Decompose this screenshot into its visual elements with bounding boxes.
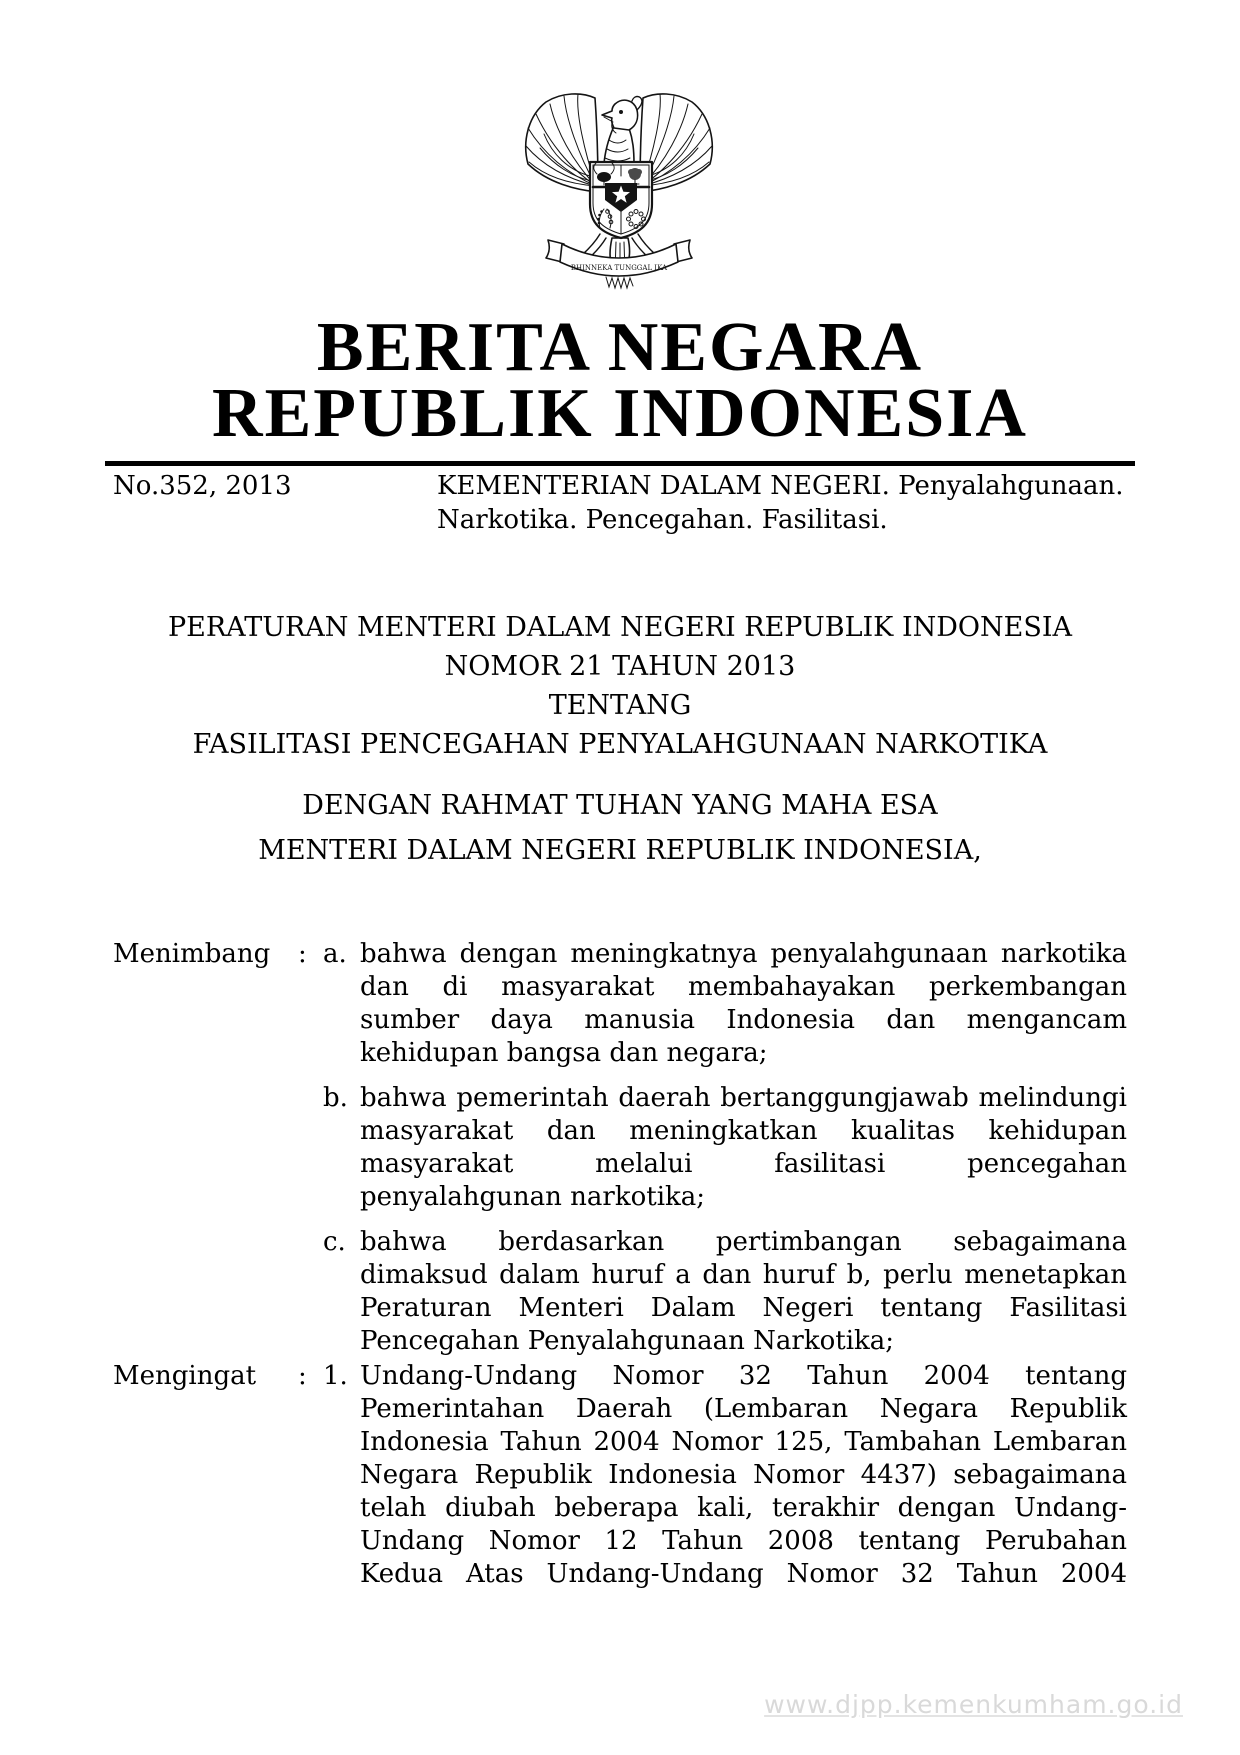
paragraph-line: dan di masyarakat membahayakan perkembangan — [360, 972, 1127, 1002]
paragraph-line: Pencegahan Penyalahgunaan Narkotika; — [360, 1326, 895, 1356]
paragraph-line: Undang Nomor 12 Tahun 2008 tentang Perubahan — [360, 1526, 1127, 1556]
issue-subject — [437, 469, 1133, 537]
menimbang-label: Menimbang — [113, 939, 271, 969]
paragraph-line: bahwa dengan meningkatnya penyalahgunaan narkotika — [360, 939, 1127, 969]
paragraph-line: penyalahgunan narkotika; — [360, 1182, 706, 1212]
menimbang-section — [113, 938, 1127, 1358]
item-marker: 1. — [323, 1361, 348, 1391]
menimbang-item-a — [323, 938, 1127, 1070]
paragraph-line: sumber daya manusia Indonesia dan mengancam — [360, 1005, 1127, 1035]
invocation: DENGAN RAHMAT TUHAN YANG MAHA ESA — [302, 790, 938, 821]
issue-subject-line2: Narkotika. Pencegahan. Fasilitasi. — [437, 505, 888, 535]
paragraph-line: Peraturan Menteri Dalam Negeri tentang Fasilitasi — [360, 1293, 1127, 1323]
paragraph-line: Kedua Atas Undang-Undang Nomor 32 Tahun 2004 — [360, 1559, 1127, 1589]
paragraph-line: Pemerintahan Daerah (Lembaran Negara Republik — [360, 1394, 1127, 1424]
doc-title — [113, 608, 1127, 764]
paragraph-line: telah diubah beberapa kali, terakhir dengan Undang- — [360, 1493, 1127, 1523]
paragraph-line: Indonesia Tahun 2004 Nomor 125, Tambahan Lembaran — [360, 1427, 1127, 1457]
masthead — [0, 309, 1240, 452]
doc-title-line4: FASILITASI PENCEGAHAN PENYALAHGUNAAN NARKOTIKA — [192, 729, 1048, 760]
masthead-title-line1: BERITA NEGARA — [316, 309, 924, 386]
menimbang-colon: : — [298, 939, 307, 969]
mengingat-label: Mengingat — [113, 1361, 257, 1391]
paragraph-line: kehidupan bangsa dan negara; — [360, 1038, 768, 1068]
paragraph-line: bahwa pemerintah daerah bertanggungjawab melindungi — [360, 1083, 1127, 1113]
menimbang-item-c — [323, 1226, 1127, 1358]
mengingat-section — [113, 1360, 1127, 1591]
masthead-title-line2: REPUBLIK INDONESIA — [212, 375, 1028, 452]
doc-title-line2: NOMOR 21 TAHUN 2013 — [444, 651, 796, 682]
issue-number: No.352, 2013 — [113, 471, 292, 501]
issue-subject-line1: KEMENTERIAN DALAM NEGERI. Penyalahgunaan. — [437, 471, 1124, 501]
paragraph-line: masyarakat dan meningkatkan kualitas kehidupan — [360, 1116, 1127, 1146]
paragraph-line: bahwa berdasarkan pertimbangan sebagaimana — [360, 1227, 1127, 1257]
item-marker: c. — [323, 1227, 346, 1257]
masthead-rule — [105, 461, 1135, 466]
menimbang-item-b — [323, 1082, 1127, 1214]
authority-line: MENTERI DALAM NEGERI REPUBLIK INDONESIA, — [258, 835, 982, 866]
doc-title-line1: PERATURAN MENTERI DALAM NEGERI REPUBLIK INDONESIA — [167, 612, 1073, 643]
item-marker: b. — [323, 1083, 348, 1113]
watermark-link[interactable]: www.djpp.kemenkumham.go.id — [764, 1690, 1183, 1719]
paragraph-line: masyarakat melalui fasilitasi pencegahan — [360, 1149, 1127, 1179]
mengingat-colon: : — [298, 1361, 307, 1391]
doc-title-line3: TENTANG — [548, 690, 692, 721]
paragraph-line: Undang-Undang Nomor 32 Tahun 2004 tentang — [360, 1361, 1127, 1391]
issue-row — [113, 469, 1133, 537]
emblem-motto: BHINNEKA TUNGGAL IKA — [570, 264, 668, 272]
mengingat-item-1 — [323, 1360, 1127, 1591]
paragraph-line: Negara Republik Indonesia Nomor 4437) sebagaimana — [360, 1460, 1127, 1490]
item-marker: a. — [323, 939, 347, 969]
paragraph-line: dimaksud dalam huruf a dan huruf b, perlu menetapkan — [360, 1260, 1127, 1290]
garuda-pancasila-emblem — [520, 88, 718, 296]
